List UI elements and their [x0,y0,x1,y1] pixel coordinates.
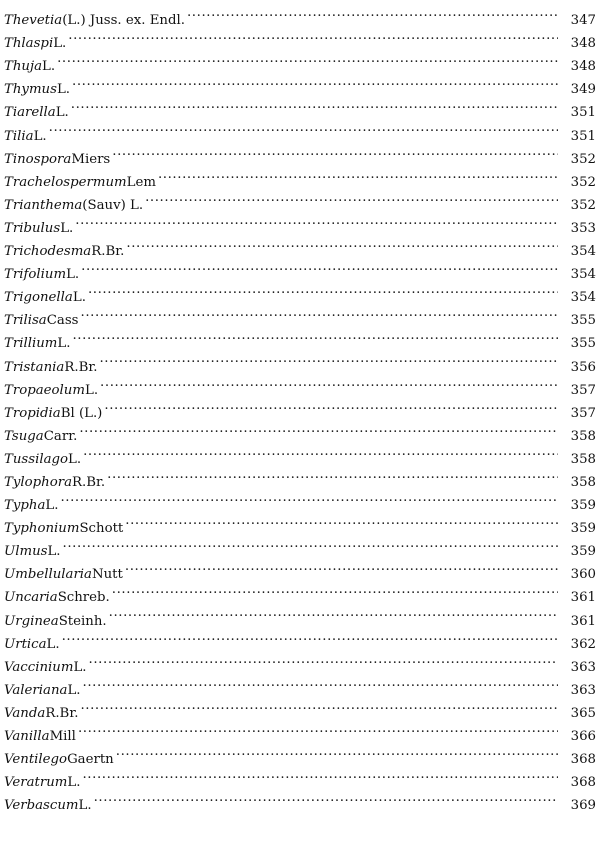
author-name: L. [66,267,80,283]
page-number: 368 [570,752,596,768]
index-entry [4,509,596,537]
page-number: 349 [570,82,596,98]
page-number: 358 [570,451,596,467]
genus-name: Tsuga [4,428,44,444]
genus-name: Uncaria [4,590,58,606]
author-name: Carr. [43,428,78,444]
genus-name: Typha [4,498,46,514]
dot-leader [112,140,558,163]
dot-leader [112,578,558,601]
genus-name: Umbellularia [4,567,92,583]
page-number: 363 [570,659,596,675]
genus-name: Veratrum [4,775,68,791]
index-entry [4,555,596,583]
genus-name: Ventilego [4,752,68,768]
page-number: 361 [570,613,596,629]
page-number: 359 [570,521,596,537]
dot-leader [100,371,558,394]
dot-leader [99,347,558,370]
index-entry [4,648,596,675]
dot-leader [72,70,558,93]
index-entry [4,694,596,721]
genus-name: Tylophora [4,474,73,490]
index-entry [4,532,596,560]
page-number: 359 [570,498,596,514]
page-number: 354 [570,267,596,283]
index-entry [4,70,596,98]
index-entry [4,440,596,467]
dot-leader [63,532,558,555]
genus-name: Tiarella [4,105,56,121]
author-name: Steinh. [58,613,107,629]
dot-leader [81,255,558,278]
author-name: L. [53,36,67,52]
author-name: L. [45,498,59,514]
genus-name: Tropaeolum [4,382,85,398]
genus-name: Thymus [4,82,57,98]
page-number: 351 [570,105,596,121]
page-number: 355 [570,336,596,352]
index-entry [4,671,596,698]
author-name: Lem [126,174,156,190]
index-entry [4,232,596,260]
index-page [4,1,596,814]
dot-leader [116,740,558,763]
genus-name: Vaccinium [4,659,74,675]
author-name: L. [78,798,92,814]
author-name: L. [57,336,71,352]
author-name: (L.) Juss. ex. Endl. [62,13,185,29]
genus-name: Thlaspi [4,36,54,52]
page-number: 348 [570,36,596,52]
dot-leader [72,324,558,347]
dot-leader [145,186,558,209]
dot-leader [107,463,558,486]
genus-name: Tropidia [4,405,61,421]
dot-leader [94,786,558,809]
author-name: Miers [71,151,111,167]
page-number: 359 [570,544,596,560]
author-name: L. [55,105,69,121]
genus-name: Trianthema [4,197,83,213]
page-number: 347 [570,13,596,29]
genus-name: Trillium [4,336,58,352]
dot-leader [89,648,558,671]
index-entry [4,486,596,514]
dot-leader [79,417,558,440]
author-name: R.Br. [64,359,98,375]
page-number: 363 [570,682,596,698]
index-entry [4,24,596,52]
author-name: L. [72,290,86,306]
author-name: L. [67,682,81,698]
dot-leader [125,509,558,532]
page-number: 358 [570,428,596,444]
index-entry [4,786,596,814]
author-name: L. [60,220,74,236]
author-name: L. [68,451,82,467]
dot-leader [81,301,559,324]
index-entry [4,625,596,652]
genus-name: Urtica [4,636,47,652]
page-number: 352 [570,174,596,190]
author-name: R.Br. [45,705,79,721]
dot-leader [158,163,558,186]
author-name: Schreb. [57,590,110,606]
page-number: 354 [570,244,596,260]
dot-leader [82,763,558,786]
index-entry [4,209,596,236]
author-name: L. [46,636,60,652]
dot-leader [83,671,558,694]
page-number: 357 [570,405,596,421]
dot-leader [71,93,558,116]
index-entry [4,301,596,329]
dot-leader [125,555,558,578]
author-name: Bl (L.) [60,405,103,421]
author-name: Mill [49,729,76,744]
index-entry [4,717,596,744]
author-name: L. [42,59,56,75]
dot-leader [104,394,558,417]
page-number: 368 [570,775,596,791]
genus-name: Tussilago [4,451,69,467]
page-number: 360 [570,567,596,583]
index-entry [4,278,596,306]
page-number: 361 [570,590,596,606]
genus-name: Trachelospermum [4,174,127,190]
genus-name: Typhonium [4,521,80,537]
author-name: L. [33,128,47,144]
genus-name: Tinospora [4,151,72,167]
page-number: 358 [570,474,596,490]
page-number: 369 [570,798,596,814]
dot-leader [75,209,558,232]
author-name: L. [73,659,87,675]
dot-leader [60,486,558,509]
genus-name: Tribulus [4,220,61,236]
genus-name: Ulmus [4,544,48,560]
index-entry [4,116,596,144]
author-name: Schott [79,521,124,537]
genus-name: Trigonella [4,290,73,306]
page-number: 356 [570,359,596,375]
page-number: 365 [570,705,596,721]
index-entry [4,417,596,444]
index-entry [4,47,596,75]
genus-name: Vanilla [4,729,50,744]
index-entry [4,255,596,283]
genus-name: Thuja [4,59,43,75]
dot-leader [49,116,558,139]
index-entry [4,347,596,375]
genus-name: Thevetia [4,13,63,29]
dot-leader [57,47,558,70]
genus-name: Trifolium [4,267,67,283]
dot-leader [62,625,558,648]
page-number: 357 [570,382,596,398]
dot-leader [187,1,558,24]
page-number: 362 [570,636,596,652]
author-name: R.Br. [91,244,125,260]
index-entry [4,324,596,352]
author-name: Nutt [91,567,123,583]
page-number: 355 [570,313,596,329]
index-entry [4,763,596,791]
page-number: 348 [570,59,596,75]
genus-name: Tilia [4,128,34,144]
index-entry [4,463,596,490]
genus-name: Verbascum [4,798,79,814]
dot-leader [126,232,558,255]
page-number: 354 [570,290,596,306]
dot-leader [83,440,558,463]
index-entry [4,740,596,768]
dot-leader [68,24,558,47]
author-name: L. [67,775,81,791]
genus-name: Tristania [4,359,65,375]
genus-name: Trilisa [4,313,47,329]
page-number: 352 [570,197,596,213]
author-name: Cass [46,313,79,329]
page-number: 366 [570,729,596,744]
author-name: Gaertn [67,752,114,768]
genus-name: Valeriana [4,682,68,698]
page-number: 351 [570,128,596,144]
index-entry [4,140,596,167]
author-name: L. [56,82,71,98]
genus-name: Trichodesma [4,244,92,260]
page-number: 352 [570,151,596,167]
author-name: L. [84,382,99,398]
index-entry [4,1,596,29]
genus-name: Vanda [4,705,46,721]
dot-leader [109,601,558,624]
author-name: L. [47,544,61,560]
page-number: 353 [570,220,596,236]
dot-leader [88,278,558,301]
genus-name: Urginea [4,613,59,629]
index-entry [4,93,596,121]
dot-leader [78,717,558,740]
dot-leader [80,694,558,717]
author-name: (Sauv) L. [82,197,144,213]
author-name: R.Br. [72,474,106,490]
